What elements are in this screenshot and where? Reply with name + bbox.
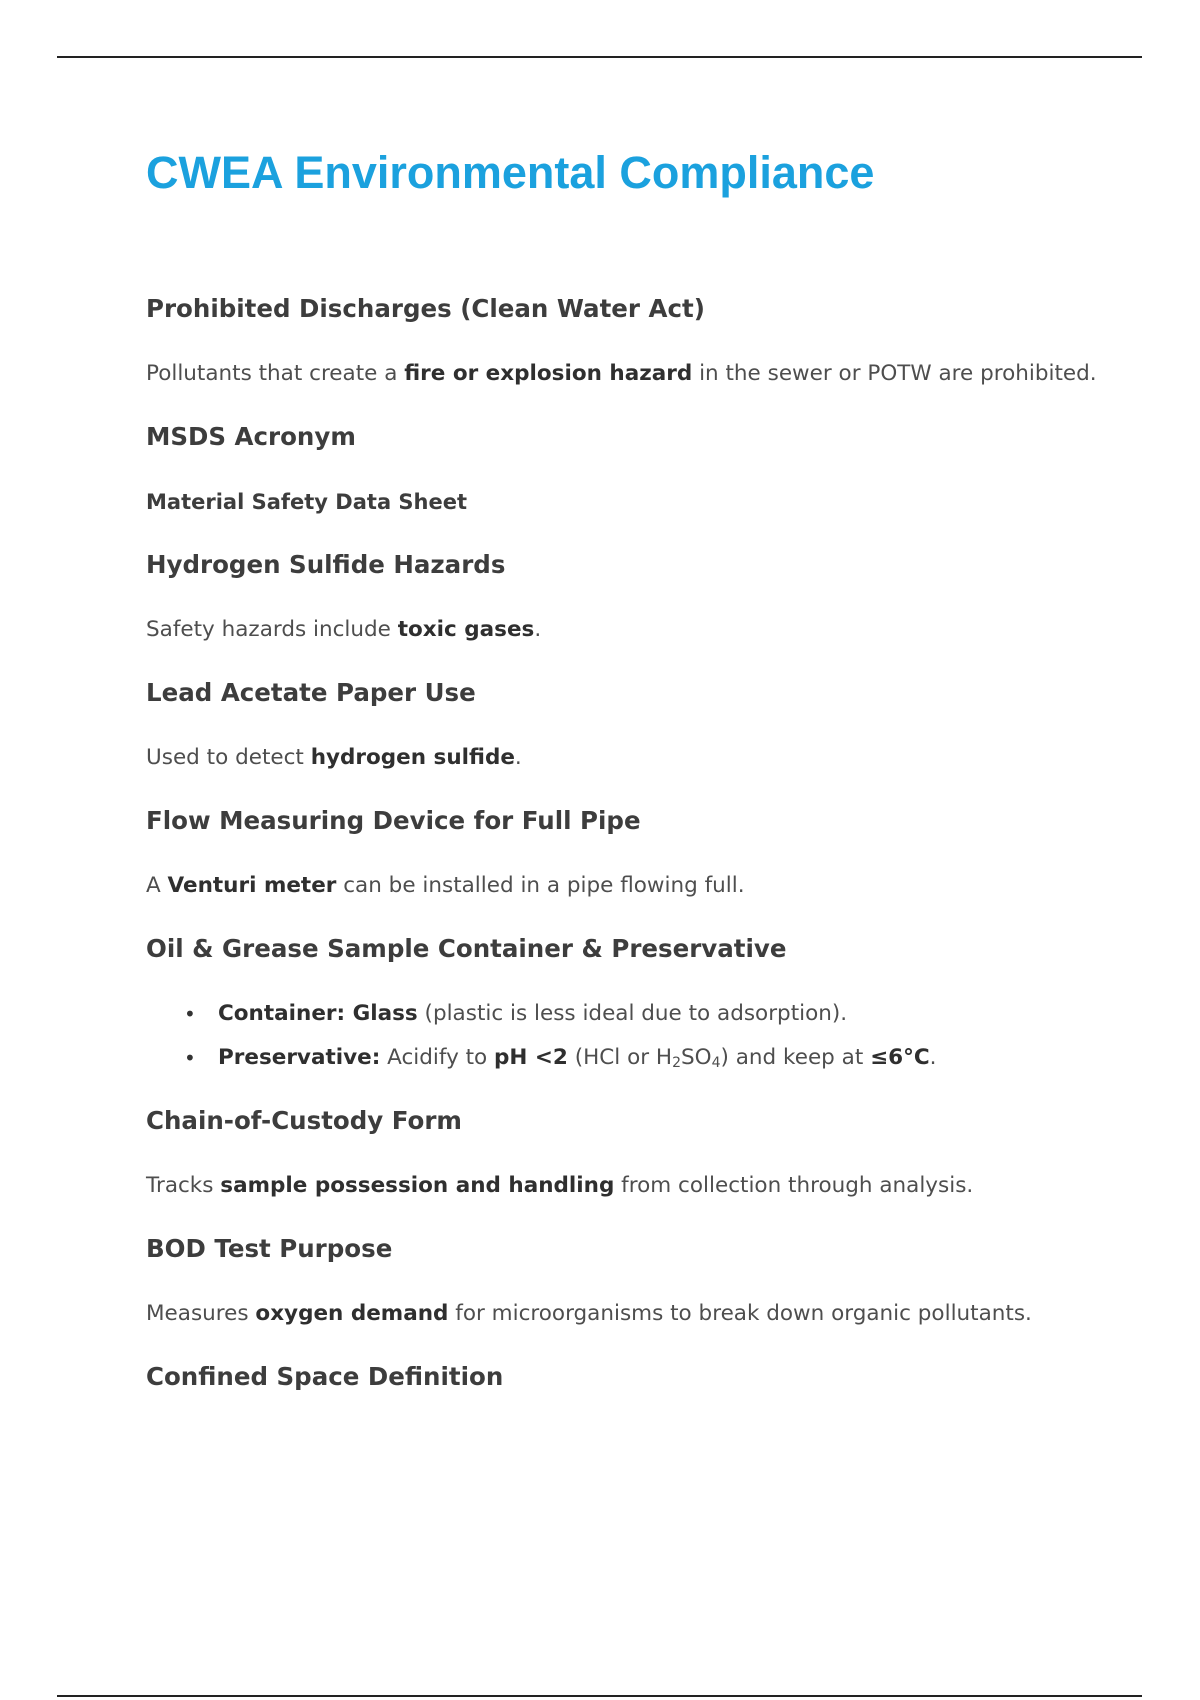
section-paragraph: Tracks sample possession and handling from collection through analysis. — [146, 1173, 974, 1198]
section-paragraph: A Venturi meter can be installed in a pipe flowing full. — [146, 873, 745, 898]
list-item: • Container: Glass (plastic is less ideal due to adsorption). — [146, 992, 1106, 1036]
section-heading: Chain-of-Custody Form — [146, 1106, 462, 1135]
section-heading: Oil & Grease Sample Container & Preservative — [146, 934, 787, 963]
page-title: CWEA Environmental Compliance — [146, 147, 875, 198]
section-heading: Prohibited Discharges (Clean Water Act) — [146, 294, 705, 323]
bullet-list — [146, 992, 1106, 1080]
list-item: • Preservative: Acidify to pH <2 (HCl or $H_2SO_4$) and keep at ≤6°C. — [146, 1036, 1106, 1080]
section-paragraph: Used to detect hydrogen sulfide. — [146, 745, 522, 770]
section-heading: Confined Space Definition — [146, 1362, 504, 1391]
section-subheading: Material Safety Data Sheet — [146, 490, 468, 514]
section-heading: MSDS Acronym — [146, 422, 356, 451]
section-paragraph: Measures oxygen demand for microorganisms to break down organic pollutants. — [146, 1301, 1032, 1326]
document-body — [146, 140, 1106, 1398]
bullet-dot-icon: • — [184, 1046, 196, 1070]
section-paragraph: Safety hazards include toxic gases. — [146, 617, 542, 642]
section-heading: Flow Measuring Device for Full Pipe — [146, 806, 641, 835]
section-paragraph: Pollutants that create a fire or explosion hazard in the sewer or POTW are prohibited. — [146, 361, 1097, 386]
section-heading: Lead Acetate Paper Use — [146, 678, 476, 707]
bullet-dot-icon: • — [184, 1002, 196, 1026]
section-heading: Hydrogen Sulfide Hazards — [146, 550, 506, 579]
section-heading: BOD Test Purpose — [146, 1234, 393, 1263]
top-rule — [57, 56, 1142, 58]
bottom-rule — [57, 1695, 1142, 1697]
